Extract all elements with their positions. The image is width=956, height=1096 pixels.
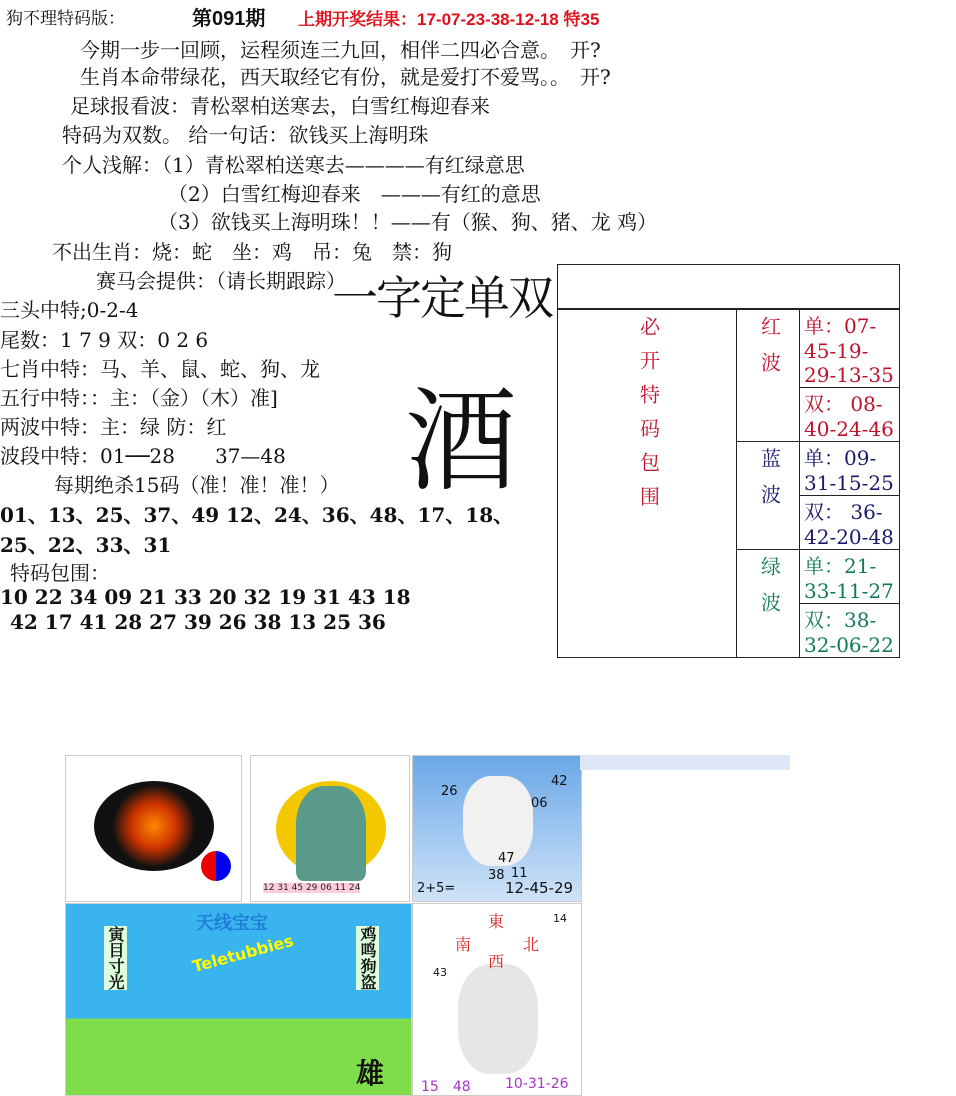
number: 26: [441, 784, 458, 799]
blue-even: 双： 36-42-20-48: [800, 495, 900, 549]
special-numbers: 42 17 41 28 27 39 26 38 13 25 36: [10, 610, 386, 634]
dir-west: 西: [488, 952, 505, 971]
green-odd: 单：21-33-11-27: [800, 549, 900, 603]
dir-south: 南: [455, 935, 472, 954]
tip-line: 五行中特：：主：（金）（木）准]: [0, 386, 278, 410]
green-even: 双：38-32-06-22: [800, 603, 900, 657]
wave-label-green: 绿波: [737, 549, 800, 657]
tip-line: 七肖中特：马、羊、鼠、蛇、狗、龙: [0, 357, 320, 381]
page-title: 狗不理特码版：: [6, 9, 125, 29]
poem-line: 特码为双数。 给一句话：欲钱买上海明珠: [62, 123, 429, 147]
number: 06: [531, 796, 548, 811]
fire-swirl-image: [65, 755, 242, 902]
poem-line: 足球报看波：青松翠柏送寒去，白雪红梅迎春来: [70, 94, 490, 118]
wave-label-red: 红波: [737, 309, 800, 442]
tip-line: 尾数：1 7 9 双：0 2 6: [0, 328, 209, 352]
color-wave-table: [557, 264, 900, 658]
wave-label-blue: 蓝波: [737, 441, 800, 549]
red-even: 双： 08-40-24-46: [800, 387, 900, 441]
blank-banner: [580, 755, 790, 770]
dir-north: 北: [523, 935, 540, 954]
number: 38: [488, 868, 505, 883]
tip-line: 两波中特：主：绿 防：红: [0, 415, 227, 439]
number: 15 48: [421, 1079, 471, 1095]
kill-numbers: 01、13、25、37、49 12、24、36、48、17、18、: [0, 503, 514, 527]
red-odd: 单：07-45-19-29-13-35: [800, 309, 900, 388]
tip-line: 每期绝杀15码（准！准！准！）: [54, 473, 340, 497]
tt-bottom: 雄: [356, 1057, 385, 1090]
buddha-image: [250, 755, 410, 902]
number: 10-31-26: [505, 1076, 569, 1092]
special-label: 特码包围：: [10, 561, 110, 585]
buddha-numbers: 12 31 45 29 06 11 24: [263, 883, 361, 893]
tt-title: 天线宝宝: [196, 913, 268, 934]
tt-left: 寅目寸光: [106, 926, 125, 990]
big-title: 一字定单双: [332, 271, 552, 325]
tip-line: 三头中特;0-2-4: [0, 298, 139, 322]
poem-line: （2）白雪红梅迎春来 ———有红的意思: [168, 182, 541, 206]
side-label: 必开特码包围: [558, 309, 737, 658]
result: 12-45-29: [505, 879, 574, 897]
blue-odd: 单：09-31-15-25: [800, 441, 900, 495]
poem-line: 赛马会提供：（请长期跟踪）: [96, 269, 346, 293]
formula: 2+5=: [417, 881, 456, 896]
kill-numbers: 25、22、33、31: [0, 533, 172, 557]
tt-right: 鸡鸣狗盗: [358, 926, 377, 990]
number: 43: [433, 966, 447, 979]
number: 47: [498, 851, 515, 866]
skull-image-1: [412, 755, 582, 902]
dir-east: 東: [488, 912, 505, 931]
issue-number: 第091期: [192, 8, 266, 30]
poem-line: 不出生肖：烧：蛇 坐：鸡 吊：兔 禁：狗: [52, 240, 452, 264]
poem-line: （3）欲钱买上海明珠！！——有（猴、狗、猪、龙 鸡）: [158, 210, 658, 234]
teletubbies-image: [65, 903, 412, 1096]
poem-line: 今期一步一回顾，运程须连三九回，相伴二四必合意。 开?: [80, 38, 601, 62]
poem-line: 生肖本命带绿花，西天取经它有份，就是爱打不爱骂。。 开?: [80, 65, 611, 89]
big-char: 酒: [405, 377, 517, 507]
last-result: 上期开奖结果：17-07-23-38-12-18 特35: [298, 10, 600, 29]
number: 14: [553, 912, 567, 925]
tip-line: 波段中特：01──28 37—48: [0, 444, 286, 468]
skull-image-2: [412, 903, 582, 1096]
poem-line: 个人浅解：（1）青松翠柏送寒去————有红绿意思: [62, 153, 525, 177]
tt-brand: Teletubbies: [190, 930, 296, 977]
special-numbers: 10 22 34 09 21 33 20 32 19 31 43 18: [0, 585, 411, 609]
number: 11: [511, 866, 528, 881]
number: 42: [551, 774, 568, 789]
